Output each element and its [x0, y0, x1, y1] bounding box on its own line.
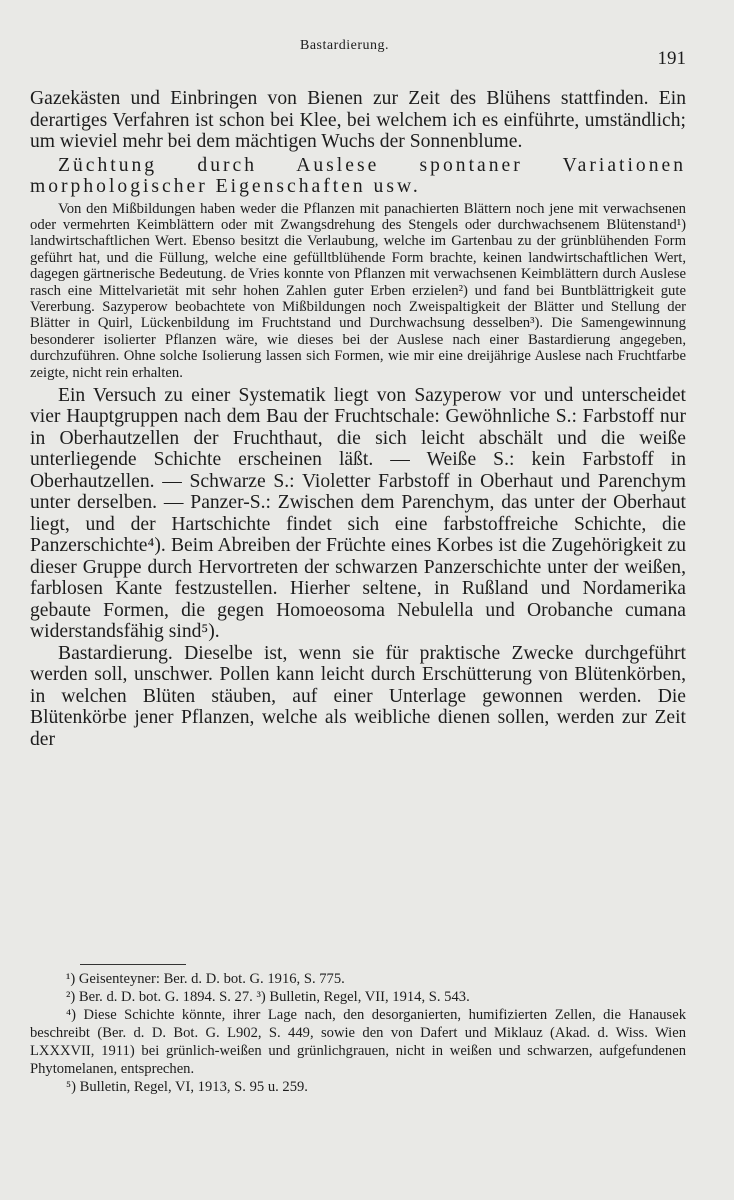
running-head: Bastardierung. [300, 38, 390, 53]
footnote-2-3: ²) Ber. d. D. bot. G. 1894. S. 27. ³) Bulletin, Regel, VII, 1914, S. 543. [66, 989, 470, 1005]
page-number: 191 [657, 48, 686, 69]
footnotes [30, 970, 686, 1096]
footnote-rule [80, 964, 186, 965]
paragraph-3: Bastardierung. Dieselbe ist, wenn sie für praktische Zwecke durchgeführt werden soll, unschwer. Pollen kann leicht durch Erschütterung von Blütenkörben, in welchen Blüten stäuben, auf einer Unterlage gewonnen werden. Die Blütenkörbe jener Pflanzen, welche als weibliche dienen sollen, werden zur Zeit der [30, 642, 686, 750]
page-header [30, 38, 686, 78]
section-heading: Züchtung durch Auslese spontaner Variationen morphologischer Eigenschaften usw. [30, 154, 686, 197]
paragraph-1: Gazekästen und Einbringen von Bienen zur Zeit des Blühens stattfinden. Ein derartiges Verfahren ist schon bei Klee, bei welchem ich es einführte, umständlich; um wieviel mehr bei dem mächtigen Wuchs der Sonnenblume. [30, 88, 686, 152]
footnote-1: ¹) Geisenteyner: Ber. d. D. bot. G. 1916, S. 775. [66, 971, 345, 987]
small-paragraph: Von den Mißbildungen haben weder die Pflanzen mit panachierten Blättern noch jene mit verwachsenen oder vermehrten Keimblättern oder mit Zwangsdrehung des Stengels oder durchwachsenem Blütenstand¹) landwirtschaftlichen Wert. Ebenso besitzt die Verlaubung, welche im Gartenbau zu der grünblühenden Form geführt hat, und die Füllung, welche eine gefülltblühende Form brachte, keinen landwirtschaftlichen Wert, dagegen gärtnerische Bedeutung. de Vries konnte von Pflanzen mit verwachsenen Keimblättern durch Auslese rasch eine Mittelvarietät mit sehr hohen Zahlen guter Erben erzielen²) und fand bei Buntblättrigkeit gute Vererbung. Sazyperow beobachtete von Mißbildungen noch Zweispaltigkeit der Blätter und Stellung der Blätter in Quirl, Lückenbildung im Fruchtstand und Durchwachsung desselben³). Die Samengewinnung besonderer isolierter Pflanzen wäre, wie dieses bei der Auslese nach einer Bastardierung angegeben, durchzuführen. Ohne solche Isolierung lassen sich Formen, wie mir eine dreijährige Auslese nach Fruchtfarbe zeigte, nicht rein erhalten. [30, 200, 686, 381]
paragraph-2: Ein Versuch zu einer Systematik liegt von Sazyperow vor und unterscheidet vier Hauptgruppen nach dem Bau der Fruchtschale: Gewöhnliche S.: Farbstoff nur in Oberhautzellen der Fruchthaut, die sich leicht abschält und die weiße unterliegende Schichte erscheinen läßt. — Weiße S.: kein Farbstoff in Oberhautzellen. — Schwarze S.: Violetter Farbstoff in Oberhaut und Parenchym unter derselben. — Panzer-S.: Zwischen dem Parenchym, das unter der Oberhaut liegt, und der Hartschichte findet sich eine farbstoffreiche Schichte, die Panzerschichte⁴). Beim Abreiben der Früchte eines Korbes ist die Zugehörigkeit zu dieser Gruppe durch Hervortreten der schwarzen Panzerschichte unter der weißen, farblosen Kante festzustellen. Hierher seltene, in Rußland und Nordamerika gebaute Formen, die gegen Homoeosoma Nebulella und Orobanche cumana widerstandsfähig sind⁵). [30, 384, 686, 643]
footnote-4: ⁴) Diese Schichte könnte, ihrer Lage nach, den desorganierten, humifizierten Zellen, die Hanausek beschreibt (Ber. d. D. Bot. G. L902, S. 449, sowie den von Dafert und Miklauz (Akad. d. Wiss. Wien LXXXVII, 1911) bei grünlich-weißen und grünlichgrauen, nicht in weißen und schwarzen, aufgefundenen Phytomelanen, entsprechen. [30, 1007, 686, 1077]
footnote-5: ⁵) Bulletin, Regel, VI, 1913, S. 95 u. 259. [66, 1079, 308, 1095]
main-text [30, 88, 686, 750]
